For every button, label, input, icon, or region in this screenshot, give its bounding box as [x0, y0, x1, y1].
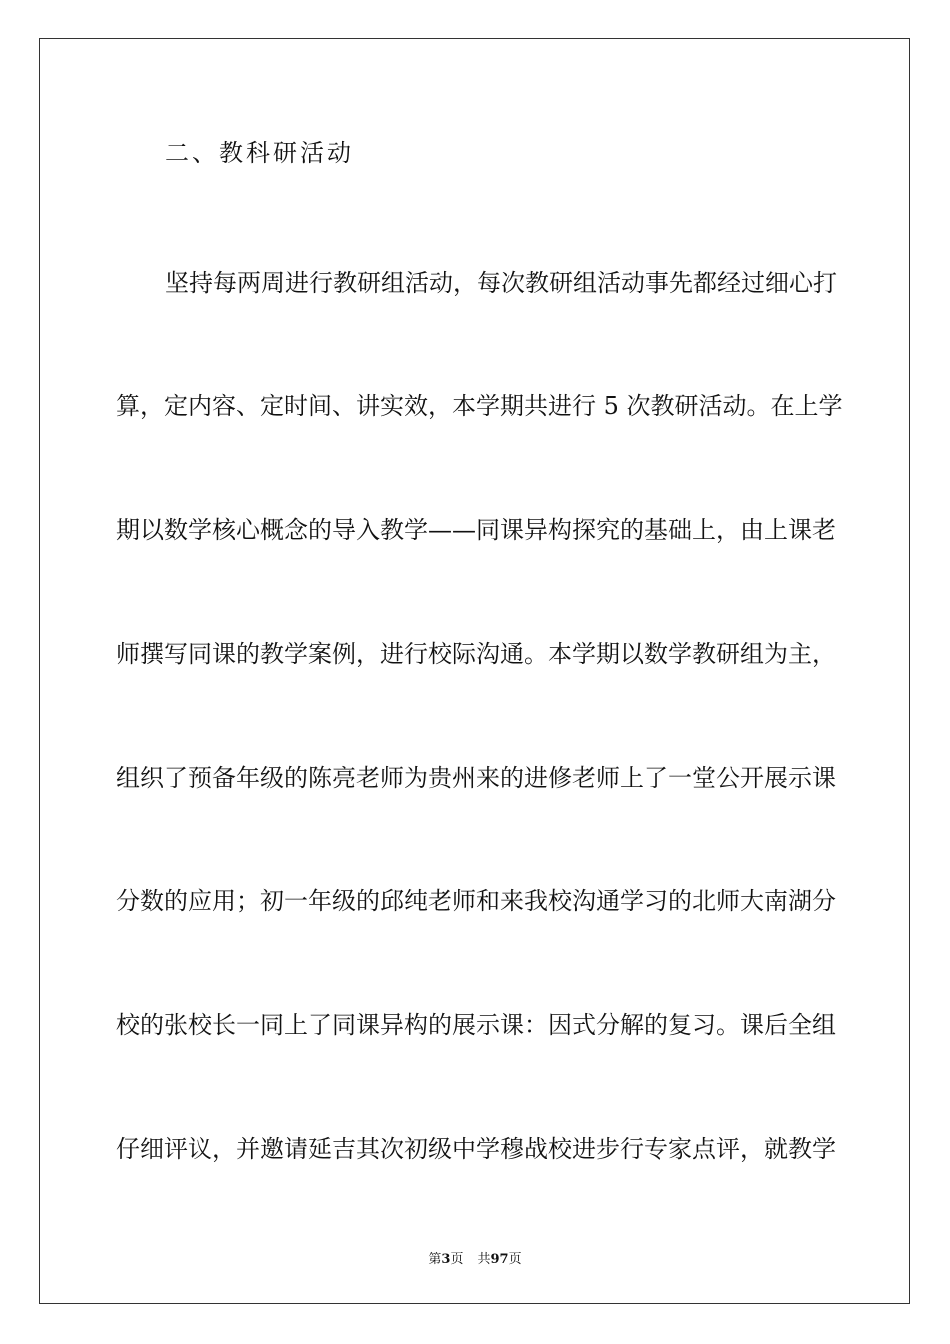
paragraph-line: 坚持每两周进行教研组活动，每次教研组活动事先都经过细心打: [165, 269, 837, 297]
paragraph-line: 校的张校长一同上了同课异构的展示课：因式分解的复习。课后全组: [116, 1011, 836, 1039]
page-number: 3: [441, 1252, 451, 1267]
page-border: [39, 38, 910, 1304]
total-suffix: 页: [508, 1252, 522, 1267]
total-prefix: 共: [477, 1252, 491, 1267]
paragraph-line: 组织了预备年级的陈亮老师为贵州来的进修老师上了一堂公开展示课: [116, 764, 836, 792]
paragraph-line: 期以数学核心概念的导入教学——同课异构探究的基础上，由上课老: [116, 516, 836, 544]
paragraph-line: 算，定内容、定时间、讲实效，本学期共进行 5 次教研活动。在上学: [116, 392, 843, 420]
paragraph-line: 分数的应用；初一年级的邱纯老师和来我校沟通学习的北师大南湖分: [116, 887, 836, 915]
page-suffix: 页: [450, 1252, 464, 1267]
section-heading: 二、教科研活动: [165, 139, 354, 167]
total-pages: 97: [490, 1252, 509, 1267]
page-footer: [0, 1248, 950, 1267]
paragraph-line: 仔细评议，并邀请延吉其次初级中学穆战校进步行专家点评，就教学: [116, 1135, 836, 1163]
page-prefix: 第: [428, 1252, 442, 1267]
paragraph-line: 师撰写同课的教学案例，进行校际沟通。本学期以数学教研组为主，: [116, 640, 836, 668]
